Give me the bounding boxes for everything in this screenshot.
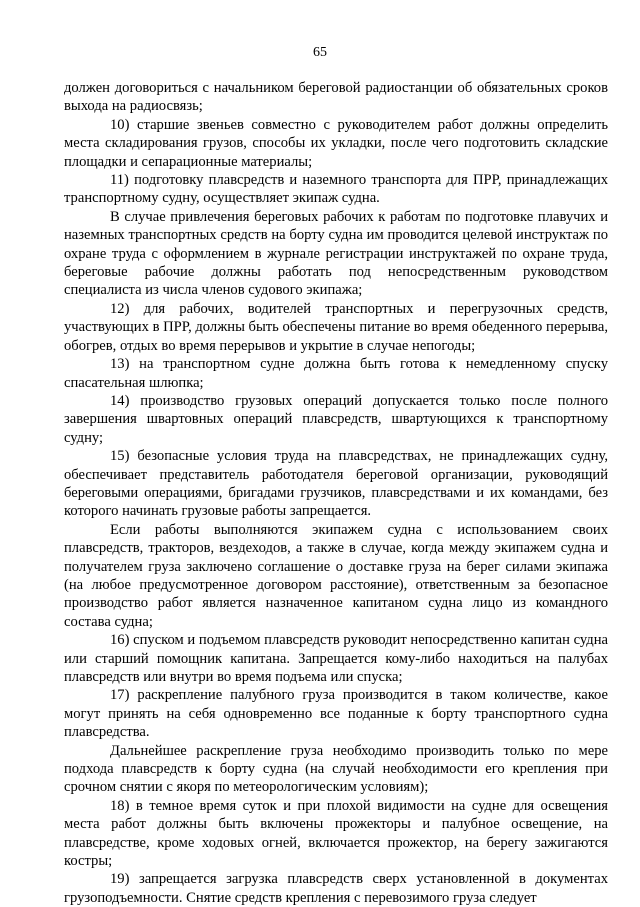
- paragraph: 11) подготовку плавсредств и наземного транспорта для ПРР, принадлежащих транспортному судну, осуществляет экипаж судна.: [64, 172, 608, 207]
- paragraph: В случае привлечения береговых рабочих к работам по подготовке плавучих и наземных транспортных средств на борту судна им проводится целевой инструктаж по охране труда с оформлением в журнале регистрации инструктажей по охране труда, береговые рабочие должны работать под непосредственным руководством специалиста из числа членов судового экипажа;: [64, 208, 608, 299]
- paragraph: 19) запрещается загрузка плавсредств сверх установленной в документах грузоподъемности. Снятие средств крепления с перевозимого груза следует: [64, 871, 608, 906]
- paragraph: Если работы выполняются экипажем судна с использованием своих плавсредств, тракторов, вездеходов, а также в случае, когда между экипажем судна и получателем груза заключено соглашение о доставке груза на берег силами экипажа (на любое предусмотренное договором расстояние), ответственным за безопасное производство работ является назначенное капитаном судна лицо из командного состава судна;: [64, 521, 608, 630]
- paragraph: 13) на транспортном судне должна быть готова к немедленному спуску спасательная шлюпка;: [64, 356, 608, 391]
- paragraph: 15) безопасные условия труда на плавсредствах, не принадлежащих судну, обеспечивает представитель работодателя береговой организации, руководящий береговыми операциями, бригадами грузчиков, плавсредствами и их командами, без которого начинать грузовые работы запрещается.: [64, 448, 608, 520]
- paragraph: должен договориться с начальником береговой радиостанции об обязательных сроков выхода на радиосвязь;: [64, 80, 608, 115]
- paragraph: 18) в темное время суток и при плохой видимости на судне для освещения места работ должны быть включены прожекторы и палубное освещение, на плавсредстве, кроме ходовых огней, включается прожектор, на берегу зажигаются костры;: [64, 797, 608, 870]
- paragraph: 16) спуском и подъемом плавсредств руководит непосредственно капитан судна или старший помощник капитана. Запрещается кому-либо находиться на палубах плавсредств или внутри во время подъема или спуска;: [64, 632, 608, 685]
- paragraph: 10) старшие звеньев совместно с руководителем работ должны определить места складирования грузов, способы их укладки, после чего подготовить складские площадки и сепарационные материалы;: [64, 116, 608, 170]
- paragraph: Дальнейшее раскрепление груза необходимо производить только по мере подхода плавсредств к борту судна (на случай необходимости его крепления при срочном снятии с якоря по метеорологическим условиям);: [64, 742, 608, 796]
- paragraph: 12) для рабочих, водителей транспортных и перегрузочных средств, участвующих в ПРР, должны быть обеспечены питание во время обеденного перерыва, обогрев, отдых во время перерывов и укрытие в случае непогоды;: [64, 300, 608, 354]
- paragraph: 14) производство грузовых операций допускается только после полного завершения швартовных операций плавсредств, швартующихся к транспортному судну;: [64, 392, 608, 446]
- page-number: 65: [313, 45, 327, 60]
- paragraph: 17) раскрепление палубного груза производится в таком количестве, какое могут принять на себя одновременно все поданные к борту транспортного судна плавсредства.: [64, 687, 608, 741]
- body-text: [64, 79, 608, 907]
